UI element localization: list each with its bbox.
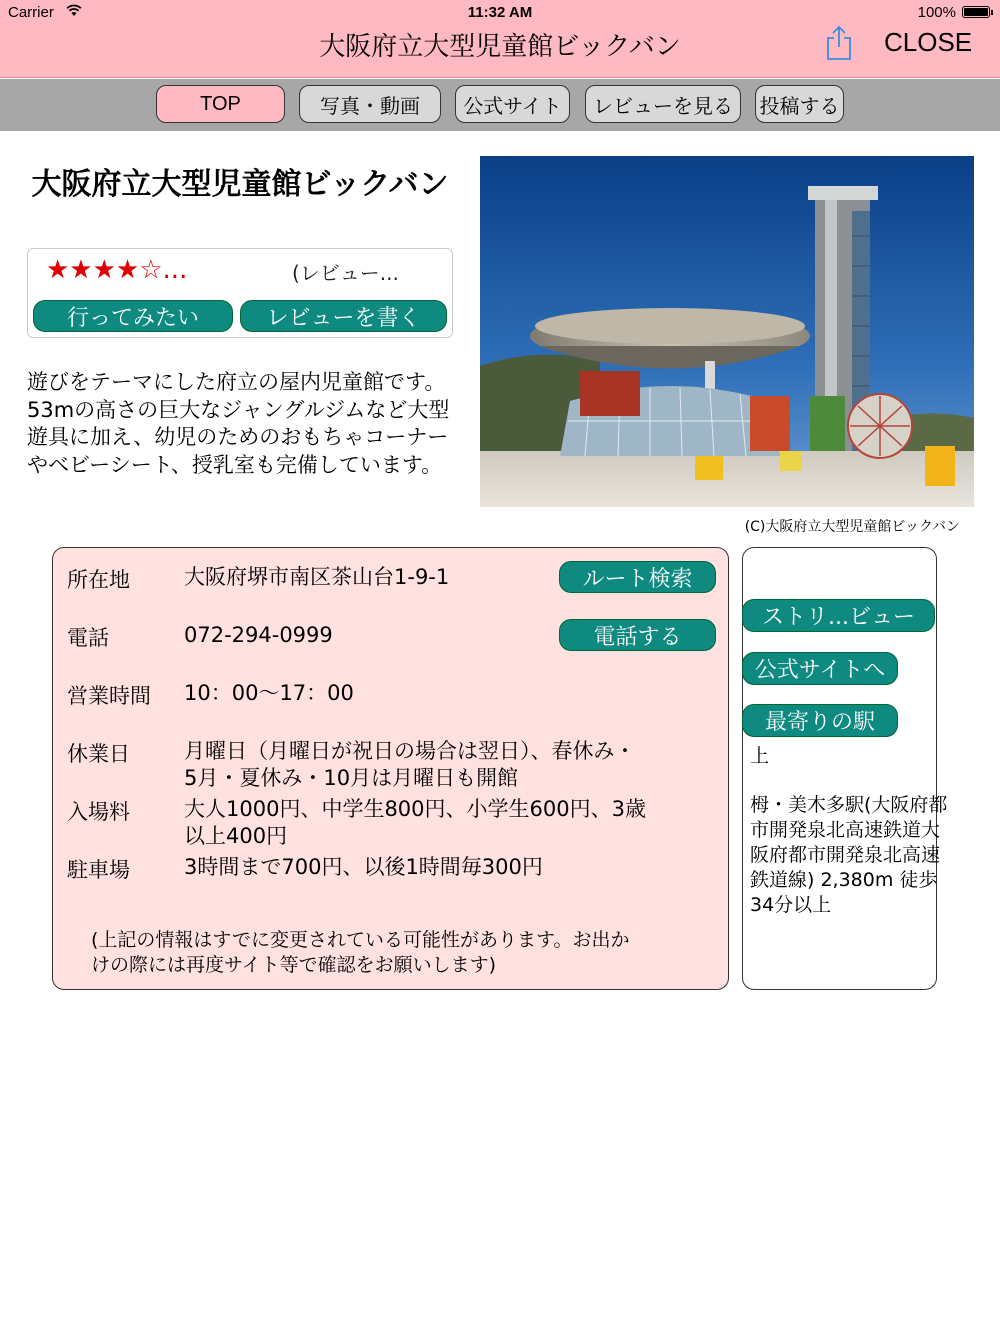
write-review-button[interactable]: レビューを書く: [240, 300, 447, 332]
station-line4: 鉄道線) 2,380m 徒歩: [750, 869, 938, 891]
tab-post[interactable]: 投稿する: [755, 85, 844, 123]
nearest-station-button[interactable]: 最寄りの駅: [742, 704, 898, 737]
carrier-label: Carrier: [8, 4, 54, 21]
close-button[interactable]: CLOSE: [884, 27, 973, 57]
facility-description: 遊びをテーマにした府立の屋内児童館です。53mの高さの巨大なジャングルジムなど大型遊具に加え、幼児のためのおもちゃコーナーやベビーシート、授乳室も完備しています。: [27, 370, 450, 477]
station-line3: 阪府都市開発泉北高速: [750, 844, 941, 866]
facility-photo: [480, 156, 974, 507]
hours-label: 営業時間: [67, 684, 151, 708]
tab-photos-videos[interactable]: 写真・動画: [299, 85, 441, 123]
route-search-button[interactable]: ルート検索: [559, 561, 716, 593]
star-rating: ★★★★☆...: [46, 255, 188, 285]
review-count: (レビュー...: [292, 261, 399, 285]
page-title: 大阪府立大型児童館ビックバン: [319, 32, 681, 62]
address-label: 所在地: [67, 568, 130, 592]
call-button[interactable]: 電話する: [559, 619, 716, 651]
hours-value: 10：00～17：00: [184, 681, 354, 705]
official-site-button[interactable]: 公式サイトへ: [742, 652, 898, 685]
tab-bar: [0, 79, 1000, 131]
station-overflow-text: 上: [750, 745, 770, 767]
tab-official-site[interactable]: 公式サイト: [455, 85, 570, 123]
admission-line1: 大人1000円、中学生800円、小学生600円、3歳: [184, 797, 646, 821]
phone-value: 072-294-0999: [184, 623, 333, 647]
building-illustration: [480, 156, 974, 507]
notice-line1: (上記の情報はすでに変更されている可能性があります。お出か: [91, 929, 630, 951]
want-to-go-button[interactable]: 行ってみたい: [33, 300, 233, 332]
closed-days-line1: 月曜日（月曜日が祝日の場合は翌日）、春休み・: [184, 739, 636, 763]
facility-name: 大阪府立大型児童館ビックバン: [31, 167, 449, 202]
station-line2: 市開発泉北高速鉄道大: [750, 819, 941, 841]
nearest-station-info: [750, 793, 970, 918]
facility-info-panel: [52, 547, 729, 990]
station-line1: 栂・美木多駅(大阪府都: [750, 794, 948, 816]
photo-credit: (C)大阪府立大型児童館ビックバン: [744, 519, 960, 535]
battery-icon: [962, 6, 990, 18]
battery-percentage: 100%: [917, 4, 956, 21]
address-value: 大阪府堺市南区茶山台1-9-1: [184, 565, 450, 589]
notice-line2: けの際には再度サイト等で確認をお願いします): [91, 954, 497, 976]
tab-top[interactable]: TOP: [156, 85, 285, 123]
street-view-button[interactable]: ストリ...ビュー: [742, 599, 935, 632]
info-notice: [91, 928, 701, 978]
share-icon[interactable]: [825, 25, 853, 61]
phone-label: 電話: [67, 626, 109, 650]
closed-days-label: 休業日: [67, 742, 130, 766]
station-line5: 34分以上: [750, 894, 832, 916]
tab-reviews[interactable]: レビューを見る: [585, 85, 741, 123]
navigation-bar: [0, 0, 1000, 78]
clock: 11:32 AM: [467, 4, 533, 21]
rating-box: [27, 248, 453, 338]
parking-value: 3時間まで700円、以後1時間毎300円: [184, 855, 543, 879]
closed-days-line2: 5月・夏休み・10月は月曜日も開館: [184, 766, 519, 790]
parking-label: 駐車場: [67, 858, 130, 882]
admission-label: 入場料: [67, 800, 130, 824]
admission-line2: 以上400円: [184, 824, 288, 848]
